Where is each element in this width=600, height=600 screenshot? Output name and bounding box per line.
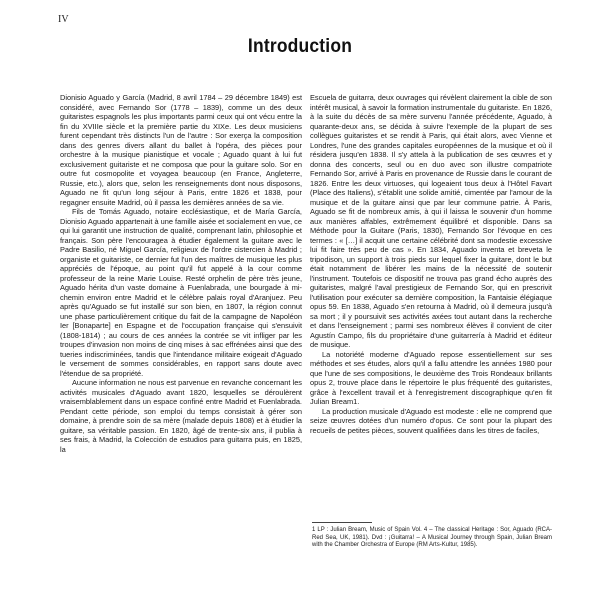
right-column bbox=[310, 93, 552, 435]
paragraph: La notoriété moderne d'Aguado repose essentiellement sur ses méthodes et ses études, alors qu'il a fallu attendre les années 1980 pour que l'une de ses compositions, le deuxième des Trois Rondeaux brillants opus 2, trouve place dans le répertoire le plus fréquenté des guitaristes, grâce à l'excellent travail et à l'enregistrement discographique qu'en fit Julian Bream1. bbox=[310, 349, 552, 406]
paragraph: Aucune information ne nous est parvenue en revanche concernant les activités musicales d'Aguado avant 1820, lesquelles se déroulèrent vraisemblablement dans un espace confiné entre Madrid et Fuenlabrada. Pendant cette période, son emploi du temps consistait à gérer son domaine, à prendre soin de sa mère (malade depuis 1808) et à étudier la guitare, sa véritable passion. En 1820, âgé de trente-six ans, il publia à ses frais, à Madrid, la Colección de estudios para guitarra puis, en 1825, la bbox=[60, 378, 302, 454]
paragraph: Dionisio Aguado y García (Madrid, 8 avril 1784 – 29 décembre 1849) est considéré, avec Fernando Sor (1778 – 1839), comme un des deux guitaristes espagnols les plus importants parmi ceux qui ont vécu entre la fin du XVIIIe siècle et la première partie du XIXe. Les deux musiciens furent cependant très distincts l'un de l'autre : Sor exerça la composition dans des genres divers allant du ballet à l'opéra, des pièces pour orchestre à la musique pianistique et vocale ; Aguado quant à lui fut exclusivement guitariste et ne composa que pour la guitare solo. Sor en outre fut cosmopolite et voyagea beaucoup (en France, Angleterre, Russie, etc.), alors que, selon les renseignements dont nous disposons, Aguado ne fit qu'un long séjour à Paris, entre 1826 et 1838, pour regagner ensuite Madrid, où il passa les dernières années de sa vie. bbox=[60, 93, 302, 207]
paragraph: Escuela de guitarra, deux ouvrages qui révèlent clairement la cible de son intérêt musical, à savoir la formation instrumentale du guitariste. En 1826, à la suite du décès de sa mère survenu l'année précédente, Aguado, à quarante-deux ans, se décida à suivre l'exemple de la plupart de ses collègues guitaristes et se rendit à Paris, qui était alors, avec Vienne et Londres, l'une des grandes capitales européennes de la musique et où il résidera jusqu'en 1838. Il s'y attela à la publication de ses œuvres et y donna des concerts, seul ou en duo avec son illustre compatriote Fernando Sor, arrivé à Paris en provenance de Russie dans le courant de 1826. Entre les deux virtuoses, qui logeaient tous deux à l'Hôtel Favart (Place des Italiens), s'établit une solide amitié, cimentée par l'amour de la musique et de la guitare ainsi que par leur commune patrie. À Paris, Aguado se fit de nombreux amis, à qui il laissa le souvenir d'un homme aux manières affables, extrêmement équilibré et disponible. Dans sa Méthode pour la Guitare (Paris, 1830), Fernando Sor l'évoque en ces termes : « […] il acquit une certaine célébrité dont sa modestie excessive lui fit faire très peu de cas ». En 1834, Aguado inventa et breveta le tripodison, un support à trois pieds sur lequel fixer la guitare, dont le but était notamment de libérer les mains de la nécessité de soutenir l'instrument. Toutefois ce dispositif ne trouva pas grand écho auprès des guitaristes, malgré l'aval prestigieux de Fernando Sor, qui en prescrivit l'utilisation pour exécuter sa dernière composition, la Fantaisie élégiaque opus 59. En 1838, Aguado s'en retourna à Madrid, où il demeura jusqu'à sa mort ; il y poursuivit ses activités axées tout autant dans la recherche et dans l'enseignement ; parmi ses nombreux élèves il convient de citer Agustín Campo, fils du propriétaire d'une guitarrería à Madrid et éditeur de musique. bbox=[310, 93, 552, 349]
paragraph: Fils de Tomás Aguado, notaire ecclésiastique, et de María García, Dionisio Aguado appartenait à une famille aisée et socialement en vue, ce qui lui garantit une instruction de qualité, comprenant latin, philosophie et français. Son père l'encouragea à étudier également la guitare avec le Padre Basilio, né Miguel García, religieux de l'ordre cistercien à Madrid ; organiste et guitariste, ce dernier fut l'un des maîtres de musique les plus appréciés de l'époque, au point qu'il fut appelé à la cour comme professeur de la reine Marie Louise. Resté orphelin de père très jeune, Aguado hérita d'un vaste domaine à Fuenlabrada, une bourgade à mi-chemin environ entre Madrid et le célèbre palais royal d'Aranjuez. Peu après qu'Aguado se fut installé sur son bien, en 1807, la région connut une phase particulièrement critique du fait de la campagne de Napoléon Ier [Bonaparte] en Espagne et de l'occupation française qui s'ensuivit (1808-1814) ; au cours de ces années la contrée se vit infliger par les troupes d'invasion non moins de cinq mises à sac effrénées ainsi que des tueries indiscriminées, tandis que l'intendance militaire exigeait d'Aguado le versement de sommes considérables, en rapport sans doute avec l'étendue de sa propriété. bbox=[60, 207, 302, 378]
left-column bbox=[60, 93, 302, 454]
chapter-title: Introduction bbox=[247, 36, 353, 57]
page-number: IV bbox=[58, 14, 69, 25]
footnote-rule bbox=[312, 522, 372, 523]
paragraph: La production musicale d'Aguado est modeste : elle ne comprend que seize œuvres dotées d'un numéro d'opus. Ce sont pour la plupart des recueils de petites pièces, souvent qualifiées dans les titres de faciles, bbox=[310, 406, 552, 435]
footnote: 1 LP : Julian Bream, Music of Spain Vol. 4 – The classical Heritage : Sor, Aguado (RCA-Red Sea, UK, 1981). Dvd : ¡Guitarra! – A Musical Journey through Spain, Julian Bream with the Chamber Orchestra of Europe (RM Arts-Kultur, 1985). bbox=[312, 527, 552, 549]
